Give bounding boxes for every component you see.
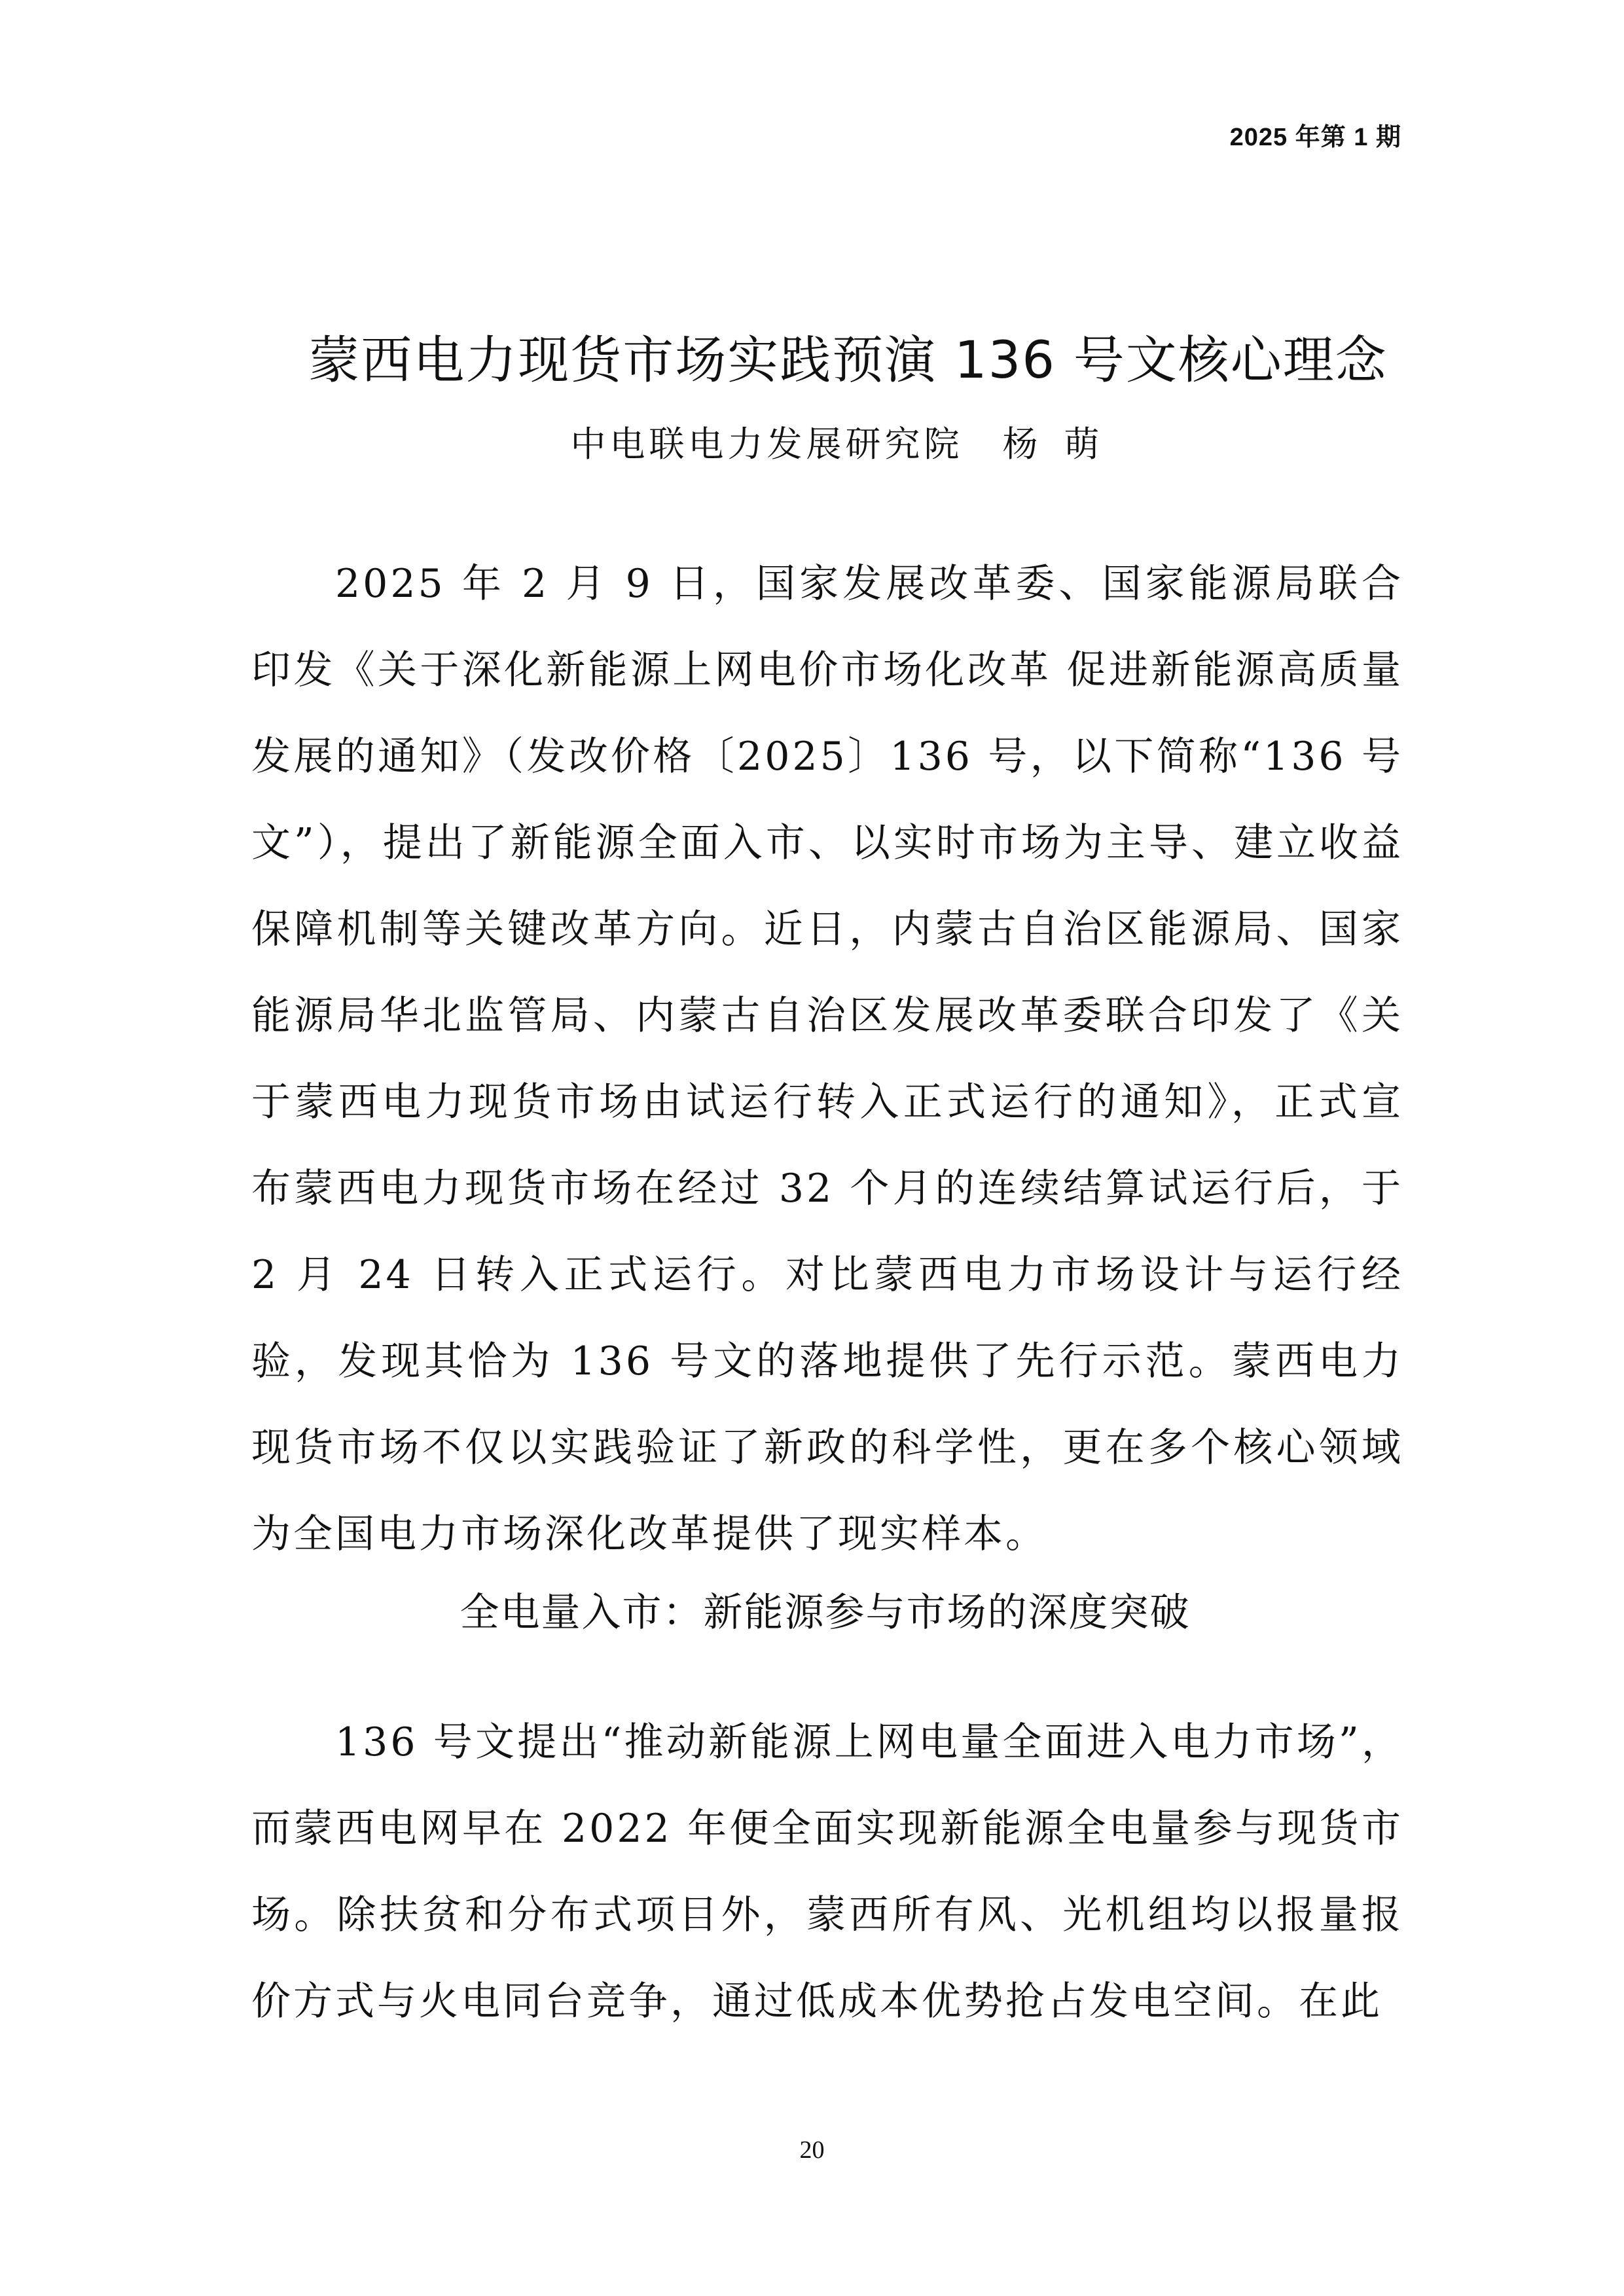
section-heading: 全电量入市：新能源参与市场的深度突破: [460, 1590, 1191, 1636]
issue-label: 2025 年第 1 期: [1229, 124, 1401, 151]
author-line: [0, 416, 1624, 467]
article-title: 蒙西电力现货市场实践预演 136 号文核心理念: [308, 331, 1388, 390]
author-organization: 中电联电力发展研究院: [570, 423, 964, 465]
author-name: 杨萌: [1002, 423, 1126, 465]
page-number: 20: [799, 2136, 825, 2164]
body-paragraph: 136 号文提出“推动新能源上网电量全面进入电力市场”，而蒙西电网早在 2022 年便全面实现新能源全电量参与现货市场。除扶贫和分布式项目外，蒙西所有风、光机组均以报量报价方式与火电同台竞争，通过低成本优势抢占发电空间。在此: [251, 1719, 1403, 2024]
body-paragraph: 2025 年 2 月 9 日，国家发展改革委、国家能源局联合印发《关于深化新能源上网电价市场化改革 促进新能源高质量发展的通知》（发改价格〔2025〕136 号，以下简称“136 号文”），提出了新能源全面入市、以实时市场为主导、建立收益保障机制等关键改革方向。近日，内蒙古自治区能源局、国家能源局华北监管局、内蒙古自治区发展改革委联合印发了《关于蒙西电力现货市场由试运行转入正式运行的通知》，正式宣布蒙西电力现货市场在经过 32 个月的连续结算试运行后，于 2 月 24 日转入正式运行。对比蒙西电力市场设计与运行经验，发现其恰为 136 号文的落地提供了先行示范。蒙西电力现货市场不仅以实践验证了新政的科学性，更在多个核心领域为全国电力市场深化改革提供了现实样本。: [251, 561, 1403, 1557]
